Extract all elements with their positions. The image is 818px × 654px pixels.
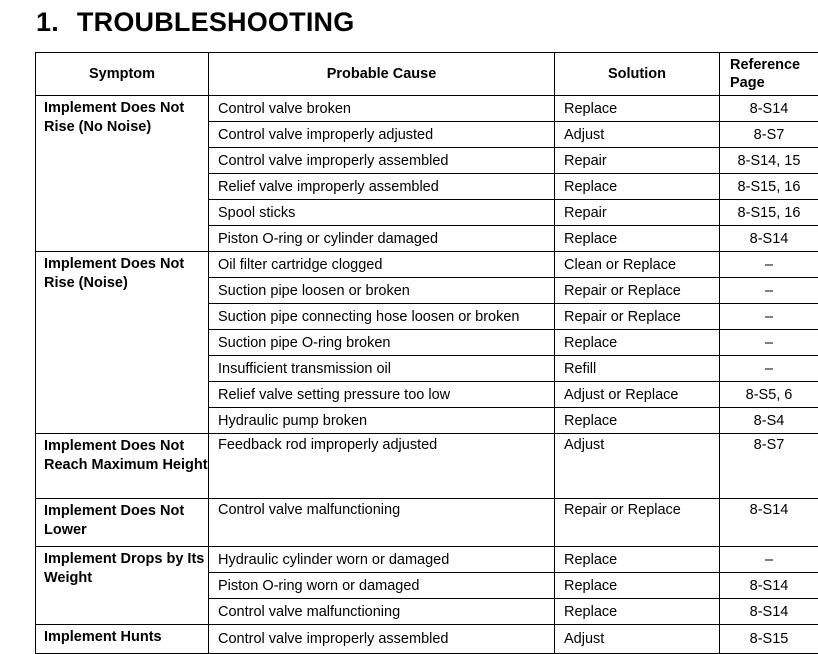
reference-cell: 8-S4 (720, 408, 818, 434)
cause-cell: Oil filter cartridge clogged (209, 252, 555, 278)
troubleshooting-table (35, 52, 818, 654)
solution-cell: Repair or Replace (555, 499, 720, 547)
cause-cell: Feedback rod improperly adjusted (209, 434, 555, 499)
solution-cell: Repair (555, 200, 720, 226)
symptom-cell: Implement Hunts (36, 625, 209, 654)
header-reference: Reference Page (720, 53, 818, 96)
solution-cell: Adjust (555, 122, 720, 148)
cause-cell: Control valve improperly assembled (209, 625, 555, 654)
solution-cell: Adjust or Replace (555, 382, 720, 408)
header-solution: Solution (555, 53, 720, 96)
solution-cell: Repair (555, 148, 720, 174)
reference-cell: 8-S15, 16 (720, 200, 818, 226)
reference-cell: 8-S14, 15 (720, 148, 818, 174)
table-row (36, 434, 818, 499)
cause-cell: Relief valve setting pressure too low (209, 382, 555, 408)
table-header-row (36, 53, 818, 96)
reference-cell: 8-S14 (720, 499, 818, 547)
table-body (36, 96, 818, 654)
cause-cell: Control valve improperly assembled (209, 148, 555, 174)
solution-cell: Replace (555, 573, 720, 599)
table-row (36, 252, 818, 278)
solution-cell: Replace (555, 599, 720, 625)
cause-cell: Relief valve improperly assembled (209, 174, 555, 200)
symptom-cell: Implement Does Not Rise (No Noise) (36, 96, 209, 252)
symptom-cell: Implement Drops by Its Weight (36, 547, 209, 625)
section-title (36, 7, 354, 38)
cause-cell: Control valve malfunctioning (209, 599, 555, 625)
reference-cell: – (720, 252, 818, 278)
cause-cell: Hydraulic cylinder worn or damaged (209, 547, 555, 573)
reference-cell: 8-S5, 6 (720, 382, 818, 408)
reference-cell: 8-S15, 16 (720, 174, 818, 200)
cause-cell: Control valve malfunctioning (209, 499, 555, 547)
reference-cell: – (720, 330, 818, 356)
solution-cell: Replace (555, 408, 720, 434)
section-number: 1. (36, 7, 59, 37)
solution-cell: Replace (555, 226, 720, 252)
header-symptom: Symptom (36, 53, 209, 96)
reference-cell: 8-S14 (720, 573, 818, 599)
reference-cell: – (720, 304, 818, 330)
section-title-text: TROUBLESHOOTING (77, 7, 355, 37)
table-row (36, 499, 818, 547)
cause-cell: Suction pipe loosen or broken (209, 278, 555, 304)
solution-cell: Repair or Replace (555, 304, 720, 330)
solution-cell: Replace (555, 547, 720, 573)
table-row (36, 625, 818, 654)
solution-cell: Repair or Replace (555, 278, 720, 304)
symptom-cell: Implement Does Not Lower (36, 499, 209, 547)
table-row (36, 96, 818, 122)
reference-cell: 8-S15 (720, 625, 818, 654)
reference-cell: 8-S7 (720, 122, 818, 148)
cause-cell: Piston O-ring or cylinder damaged (209, 226, 555, 252)
cause-cell: Suction pipe O-ring broken (209, 330, 555, 356)
solution-cell: Replace (555, 96, 720, 122)
reference-cell: – (720, 278, 818, 304)
reference-cell: 8-S14 (720, 226, 818, 252)
cause-cell: Suction pipe connecting hose loosen or broken (209, 304, 555, 330)
cause-cell: Control valve improperly adjusted (209, 122, 555, 148)
table-row (36, 547, 818, 573)
header-cause: Probable Cause (209, 53, 555, 96)
cause-cell: Spool sticks (209, 200, 555, 226)
solution-cell: Replace (555, 330, 720, 356)
solution-cell: Clean or Replace (555, 252, 720, 278)
symptom-cell: Implement Does Not Rise (Noise) (36, 252, 209, 434)
solution-cell: Refill (555, 356, 720, 382)
solution-cell: Adjust (555, 625, 720, 654)
cause-cell: Insufficient transmission oil (209, 356, 555, 382)
solution-cell: Adjust (555, 434, 720, 499)
reference-cell: – (720, 547, 818, 573)
cause-cell: Hydraulic pump broken (209, 408, 555, 434)
cause-cell: Piston O-ring worn or damaged (209, 573, 555, 599)
reference-cell: 8-S14 (720, 96, 818, 122)
reference-cell: – (720, 356, 818, 382)
solution-cell: Replace (555, 174, 720, 200)
symptom-cell: Implement Does Not Reach Maximum Height (36, 434, 209, 499)
reference-cell: 8-S14 (720, 599, 818, 625)
cause-cell: Control valve broken (209, 96, 555, 122)
reference-cell: 8-S7 (720, 434, 818, 499)
